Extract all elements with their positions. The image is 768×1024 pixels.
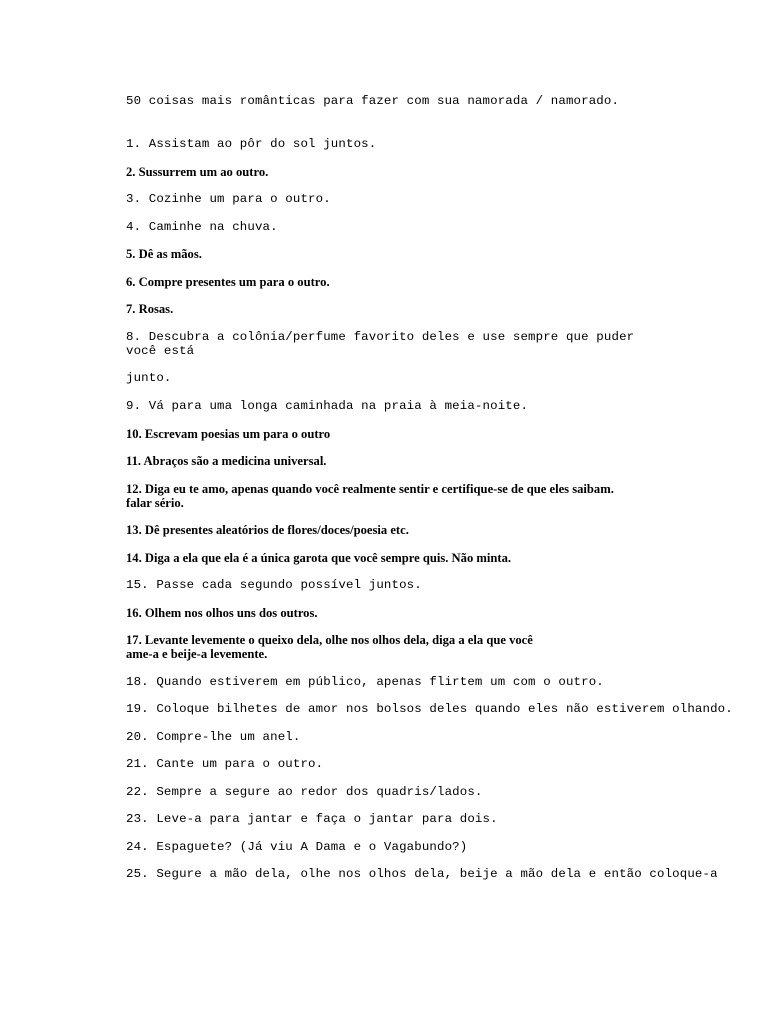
list-item-25: 25. Segure a mão dela, olhe nos olhos dela, beije a mão dela e então coloque-a (126, 867, 718, 881)
list-item-22: 22. Sempre a segure ao redor dos quadris/lados. (126, 785, 483, 799)
list-item-8-line-2: você está (126, 344, 195, 358)
list-item-8-line-3: junto. (126, 371, 172, 385)
list-item-2: 2. Sussurrem um ao outro. (126, 165, 269, 179)
list-item-12-line-2: falar sério. (126, 496, 184, 510)
list-item-16: 16. Olhem nos olhos uns dos outros. (126, 606, 318, 620)
list-item-17-line-1: 17. Levante levemente o queixo dela, olhe nos olhos dela, diga a ela que você (126, 633, 533, 647)
list-item-12-line-1: 12. Diga eu te amo, apenas quando você realmente sentir e certifique-se de que eles saibam. (126, 482, 614, 496)
list-item-6: 6. Compre presentes um para o outro. (126, 275, 330, 289)
list-item-18: 18. Quando estiverem em público, apenas flirtem um com o outro. (126, 675, 604, 689)
list-item-14: 14. Diga a ela que ela é a única garota que você sempre quis. Não minta. (126, 551, 512, 565)
list-item-21: 21. Cante um para o outro. (126, 757, 324, 771)
list-item-3: 3. Cozinhe um para o outro. (126, 192, 331, 206)
list-item-8-line-1: 8. Descubra a colônia/perfume favorito deles e use sempre que puder (126, 330, 635, 344)
list-item-13: 13. Dê presentes aleatórios de flores/doces/poesia etc. (126, 523, 409, 537)
list-item-15: 15. Passe cada segundo possível juntos. (126, 578, 422, 592)
list-item-19: 19. Coloque bilhetes de amor nos bolsos deles quando eles não estiverem olhando. (126, 702, 733, 716)
list-item-20: 20. Compre-lhe um anel. (126, 730, 301, 744)
list-item-23: 23. Leve-a para jantar e faça o jantar para dois. (126, 812, 498, 826)
list-item-9: 9. Vá para uma longa caminhada na praia à meia-noite. (126, 399, 529, 413)
list-item-1: 1. Assistam ao pôr do sol juntos. (126, 137, 377, 151)
list-item-17-line-2: ame-a e beije-a levemente. (126, 647, 268, 661)
list-item-24: 24. Espaguete? (Já viu A Dama e o Vagabundo?) (126, 840, 468, 854)
list-item-7: 7. Rosas. (126, 302, 174, 316)
list-item-11: 11. Abraços são a medicina universal. (126, 454, 327, 468)
list-item-4: 4. Caminhe na chuva. (126, 220, 278, 234)
list-item-5: 5. Dê as mãos. (126, 247, 202, 261)
document-title: 50 coisas mais românticas para fazer com sua namorada / namorado. (126, 94, 620, 108)
list-item-10: 10. Escrevam poesias um para o outro (126, 427, 331, 441)
